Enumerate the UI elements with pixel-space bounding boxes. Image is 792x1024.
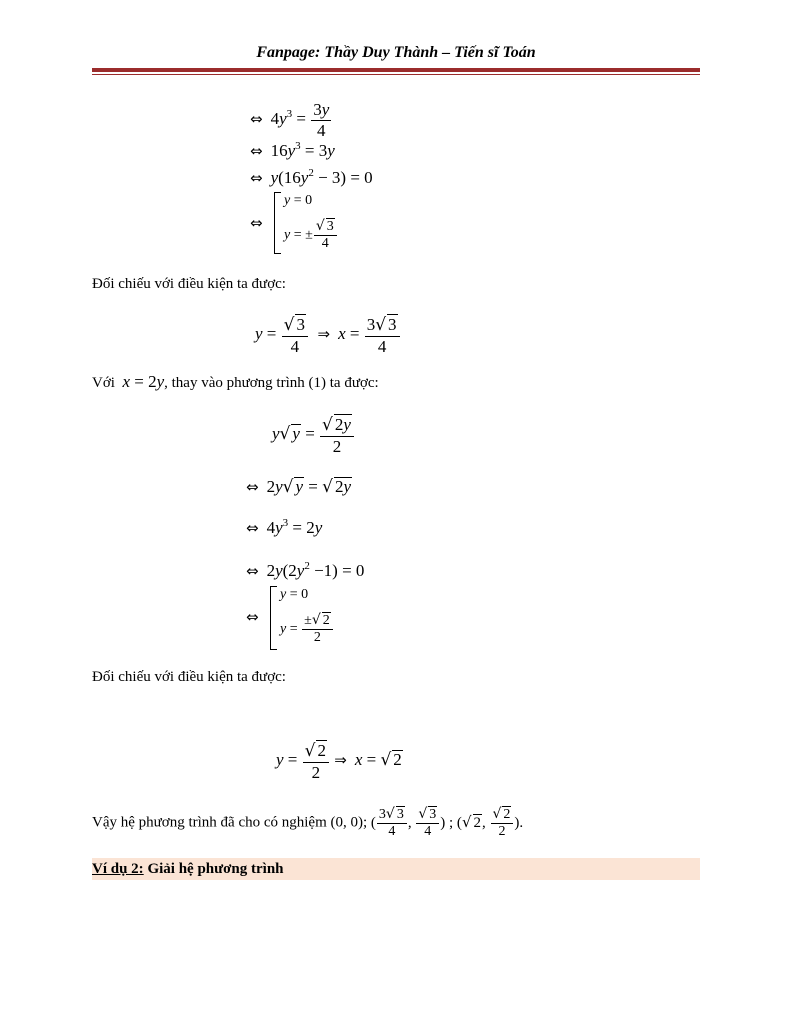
example-title: Giải hệ phương trình (143, 861, 284, 877)
compare-text-1: Đối chiếu với điều kiện ta được: (92, 276, 286, 292)
equation-line-1: ⇔ $4y^3$ = $\frac{3y}{4}$ (250, 100, 330, 140)
result-line-2: y = $\frac{√ 2}{2}$ ⇒ x = √ 2 (276, 741, 402, 782)
case-y-zero-2: y = 0 (280, 587, 309, 602)
case-y-zero: y = 0 (284, 193, 313, 208)
header-rule-thick (92, 68, 700, 72)
solution-bracket (274, 192, 281, 254)
compare-text-2: Đối chiếu với điều kiện ta được: (92, 669, 286, 685)
case-y-root-2: y = $\frac{\pm√ 2}{2}$ (280, 612, 334, 646)
conclusion-line: Vậy hệ phương trình đã cho có nghiệm (0, 0); ( $\frac{3√ 3}{4}$ , $\frac{√ 3}{4}$ ) ; (√ 2, $\frac{√ 2}{2}$ ). (92, 806, 524, 840)
with-line: Với x = 2y, thay vào phương trình (1) ta được: (92, 372, 379, 391)
solution-bracket-2 (270, 586, 277, 650)
equation-line-6: ⇔ $4y^3 = 2y$ (246, 517, 323, 537)
equation-line-5: ⇔ 2y√ y = √ 2y (246, 477, 351, 497)
equation-line-7: ⇔ $2y(2y^2 -1) = 0$ (246, 560, 365, 580)
equation-line-3: ⇔ $y(16y^2 - 3) = 0$ (250, 167, 373, 187)
example-heading (92, 861, 284, 878)
equivalence-symbol: ⇔ (250, 214, 263, 232)
page-header: Fanpage: Thầy Duy Thành – Tiến sĩ Toán (256, 44, 536, 61)
example-label: Ví dụ 2: (92, 861, 144, 877)
equation-line-4: y√ y = $\frac{√ 2y}{2}$ (272, 414, 355, 456)
equation-line-2: ⇔ $16y^3 = 3y$ (250, 140, 335, 160)
equivalence-symbol-2: ⇔ (246, 608, 259, 626)
case-y-root: y = ± $\frac{√ 3}{4}$ (284, 218, 338, 252)
result-line-1: y = $\frac{√ 3}{4}$ ⇒ x = $\frac{3√ 3}{4}$ (255, 314, 401, 356)
header-rule-thin (92, 74, 700, 75)
